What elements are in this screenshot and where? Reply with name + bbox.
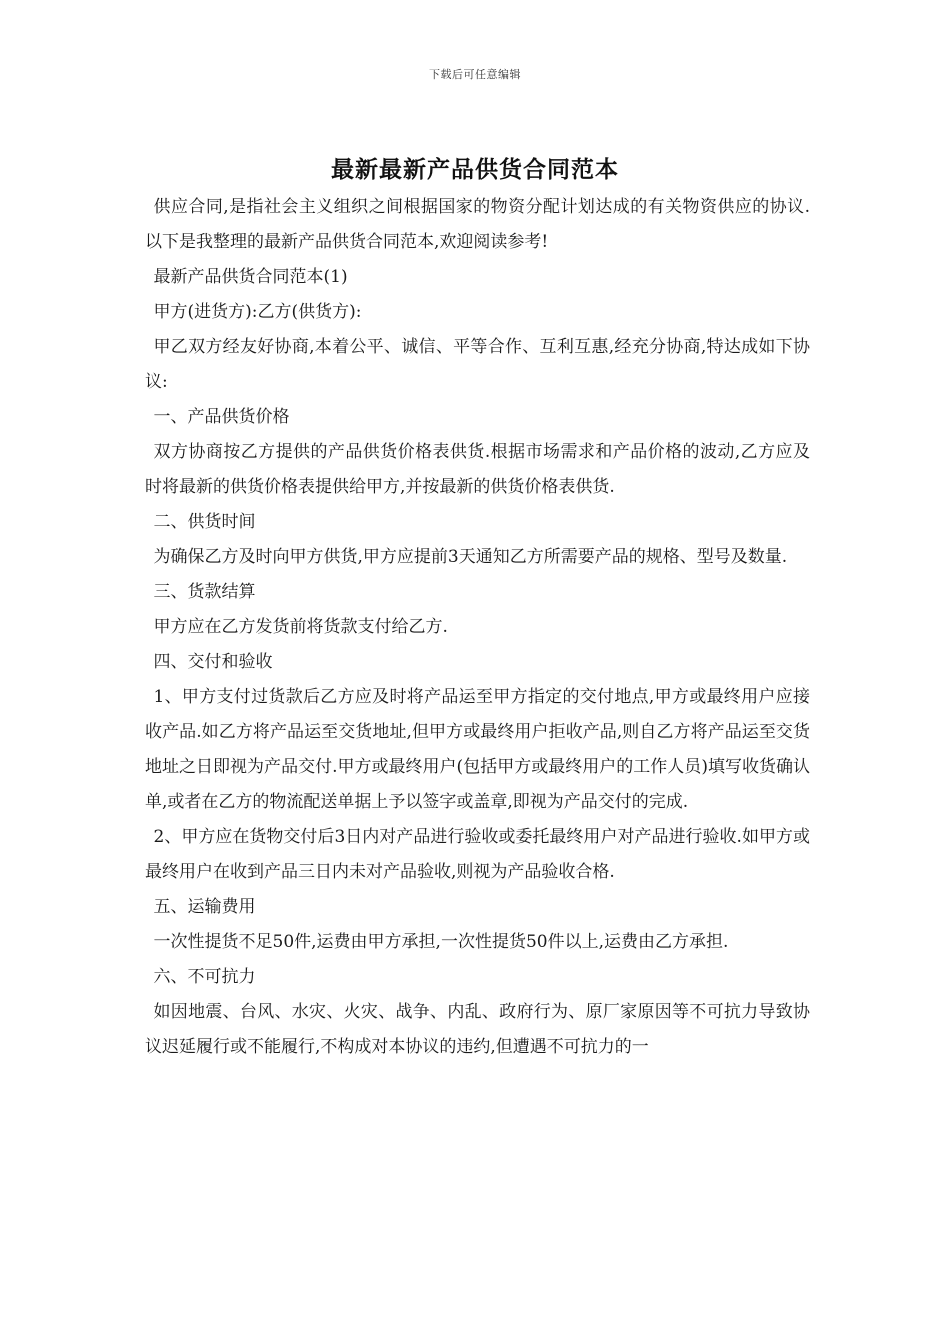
paragraph: 双方协商按乙方提供的产品供货价格表供货.根据市场需求和产品价格的波动,乙方应及时将最新的供货价格表提供给甲方,并按最新的供货价格表供货.	[145, 442, 810, 497]
paragraph: 甲乙双方经友好协商,本着公平、诚信、平等合作、互利互惠,经充分协商,特达成如下协议:	[145, 337, 810, 392]
paragraph: 1、甲方支付过货款后乙方应及时将产品运至甲方指定的交付地点,甲方或最终用户应接收产品.如乙方将产品运至交货地址,但甲方或最终用户拒收产品,则自乙方将产品运至交货地址之日即视为产品交付.甲方或最终用户(包括甲方或最终用户的工作人员)填写收货确认单,或者在乙方的物流配送单据上予以签字或盖章,即视为产品交付的完成.	[145, 687, 810, 812]
paragraph: 甲方(进货方):乙方(供货方):	[153, 302, 362, 322]
paragraph: 一次性提货不足50件,运费由甲方承担,一次性提货50件以上,运费由乙方承担.	[153, 932, 729, 952]
paragraph: 供应合同,是指社会主义组织之间根据国家的物资分配计划达成的有关物资供应的协议.以下是我整理的最新产品供货合同范本,欢迎阅读参考!	[145, 197, 810, 252]
document-title: 最新最新产品供货合同范本	[331, 156, 619, 183]
paragraph: 为确保乙方及时向甲方供货,甲方应提前3天通知乙方所需要产品的规格、型号及数量.	[153, 547, 788, 567]
paragraph: 2、甲方应在货物交付后3日内对产品进行验收或委托最终用户对产品进行验收.如甲方或最终用户在收到产品三日内未对产品验收,则视为产品验收合格.	[145, 827, 810, 882]
paragraph: 如因地震、台风、水灾、火灾、战争、内乱、政府行为、原厂家原因等不可抗力导致协议迟延履行或不能履行,不构成对本协议的违约,但遭遇不可抗力的一	[145, 1002, 810, 1057]
section-heading: 四、交付和验收	[153, 652, 273, 672]
header-note: 下载后可任意编辑	[429, 68, 521, 81]
section-heading: 最新产品供货合同范本(1)	[153, 267, 348, 287]
section-heading: 五、运输费用	[153, 897, 256, 917]
section-heading: 二、供货时间	[153, 512, 256, 532]
document-body	[145, 190, 810, 1065]
section-heading: 一、产品供货价格	[153, 407, 290, 427]
section-heading: 三、货款结算	[153, 582, 256, 602]
paragraph: 甲方应在乙方发货前将货款支付给乙方.	[153, 617, 448, 637]
section-heading: 六、不可抗力	[153, 967, 256, 987]
